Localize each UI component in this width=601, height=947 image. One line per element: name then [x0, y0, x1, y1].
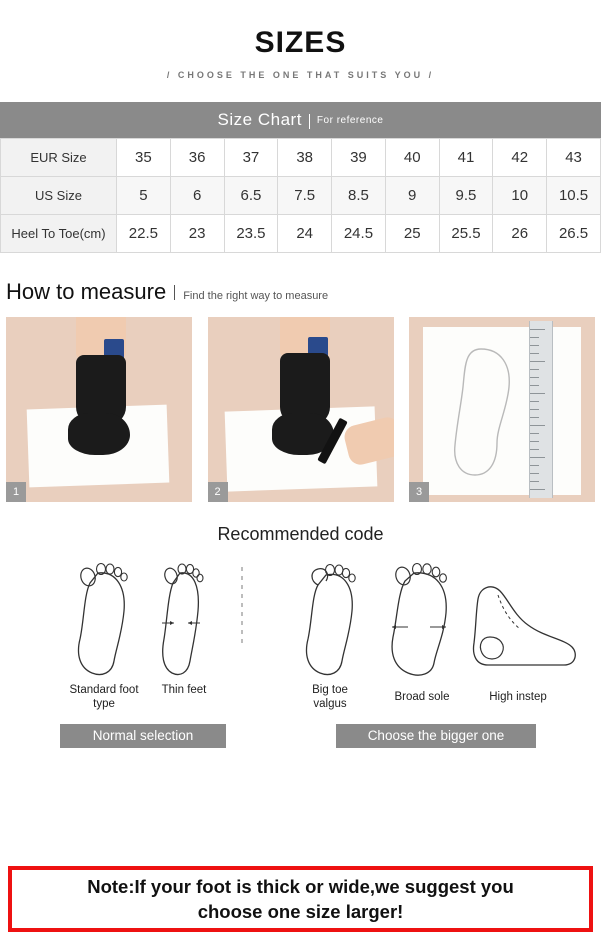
cell-us-7: 10	[493, 177, 547, 215]
cell-eur-6: 41	[439, 139, 493, 177]
size-chart-subtitle: For reference	[316, 114, 384, 126]
row-header-us: US Size	[1, 177, 117, 215]
divider-line	[174, 285, 175, 300]
size-chart-title: Size Chart	[217, 110, 302, 129]
photo-badge-2: 2	[208, 482, 228, 502]
page-title: SIZES	[254, 26, 347, 59]
how-to-measure-title: How to measure	[6, 279, 167, 304]
cell-heel-1: 23	[170, 215, 224, 253]
cell-eur-5: 40	[385, 139, 439, 177]
cell-heel-5: 25	[385, 215, 439, 253]
choose-bigger-one-badge[interactable]: Choose the bigger one	[336, 724, 536, 748]
thin-foot-icon	[148, 561, 220, 679]
cell-us-1: 6	[170, 177, 224, 215]
high-instep-foot-icon	[468, 581, 584, 673]
note-line-2: choose one size larger!	[197, 901, 404, 922]
ruler-icon	[529, 321, 553, 498]
measure-photo-1	[6, 317, 192, 502]
cell-us-8: 10.5	[547, 177, 601, 215]
cell-eur-2: 37	[224, 139, 278, 177]
cell-us-0: 5	[117, 177, 171, 215]
measure-photo-3	[409, 317, 595, 502]
cell-eur-0: 35	[117, 139, 171, 177]
how-to-measure-subtitle: Find the right way to measure	[183, 290, 329, 302]
cell-eur-3: 38	[278, 139, 332, 177]
cell-heel-7: 26	[493, 215, 547, 253]
note-line-1: Note:If your foot is thick or wide,we suggest you	[87, 876, 514, 897]
foot-label-high-instep: High instep	[489, 691, 547, 703]
divider-line	[309, 114, 310, 129]
photo-badge-3: 3	[409, 482, 429, 502]
page-subtitle: / CHOOSE THE ONE THAT SUITS YOU /	[166, 70, 435, 80]
cell-eur-1: 36	[170, 139, 224, 177]
cell-eur-8: 43	[547, 139, 601, 177]
size-chart-header	[0, 102, 601, 138]
cell-us-5: 9	[385, 177, 439, 215]
cell-eur-4: 39	[332, 139, 386, 177]
cell-heel-0: 22.5	[117, 215, 171, 253]
row-header-eur: EUR Size	[1, 139, 117, 177]
photo-badge-1: 1	[6, 482, 26, 502]
foot-label-valgus: Big toe valgus	[312, 684, 348, 710]
table-row	[1, 177, 601, 215]
cell-heel-3: 24	[278, 215, 332, 253]
cell-heel-8: 26.5	[547, 215, 601, 253]
broad-sole-foot-icon	[382, 561, 462, 679]
measure-photos	[0, 317, 601, 502]
foot-type-diagrams	[0, 553, 601, 743]
vertical-dotted-divider	[241, 567, 243, 645]
standard-foot-icon	[68, 561, 140, 679]
cell-us-6: 9.5	[439, 177, 493, 215]
row-header-heel-to-toe: Heel To Toe(cm)	[1, 215, 117, 253]
measure-photo-2	[208, 317, 394, 502]
foot-label-standard: Standard foot type	[69, 684, 139, 710]
note-box	[8, 866, 593, 932]
size-chart-section	[0, 102, 601, 253]
foot-label-broad-sole: Broad sole	[394, 691, 450, 703]
cell-eur-7: 42	[493, 139, 547, 177]
cell-heel-2: 23.5	[224, 215, 278, 253]
table-row	[1, 139, 601, 177]
big-toe-valgus-foot-icon	[296, 561, 368, 679]
how-to-measure-header	[0, 279, 601, 305]
cell-us-2: 6.5	[224, 177, 278, 215]
foot-outline-drawing	[439, 343, 529, 483]
cell-us-3: 7.5	[278, 177, 332, 215]
recommended-title: Recommended code	[217, 524, 384, 544]
cell-heel-6: 25.5	[439, 215, 493, 253]
cell-us-4: 8.5	[332, 177, 386, 215]
size-chart-table	[0, 138, 601, 253]
table-row	[1, 215, 601, 253]
normal-selection-badge[interactable]: Normal selection	[60, 724, 226, 748]
cell-heel-4: 24.5	[332, 215, 386, 253]
foot-label-thin: Thin feet	[161, 684, 207, 696]
